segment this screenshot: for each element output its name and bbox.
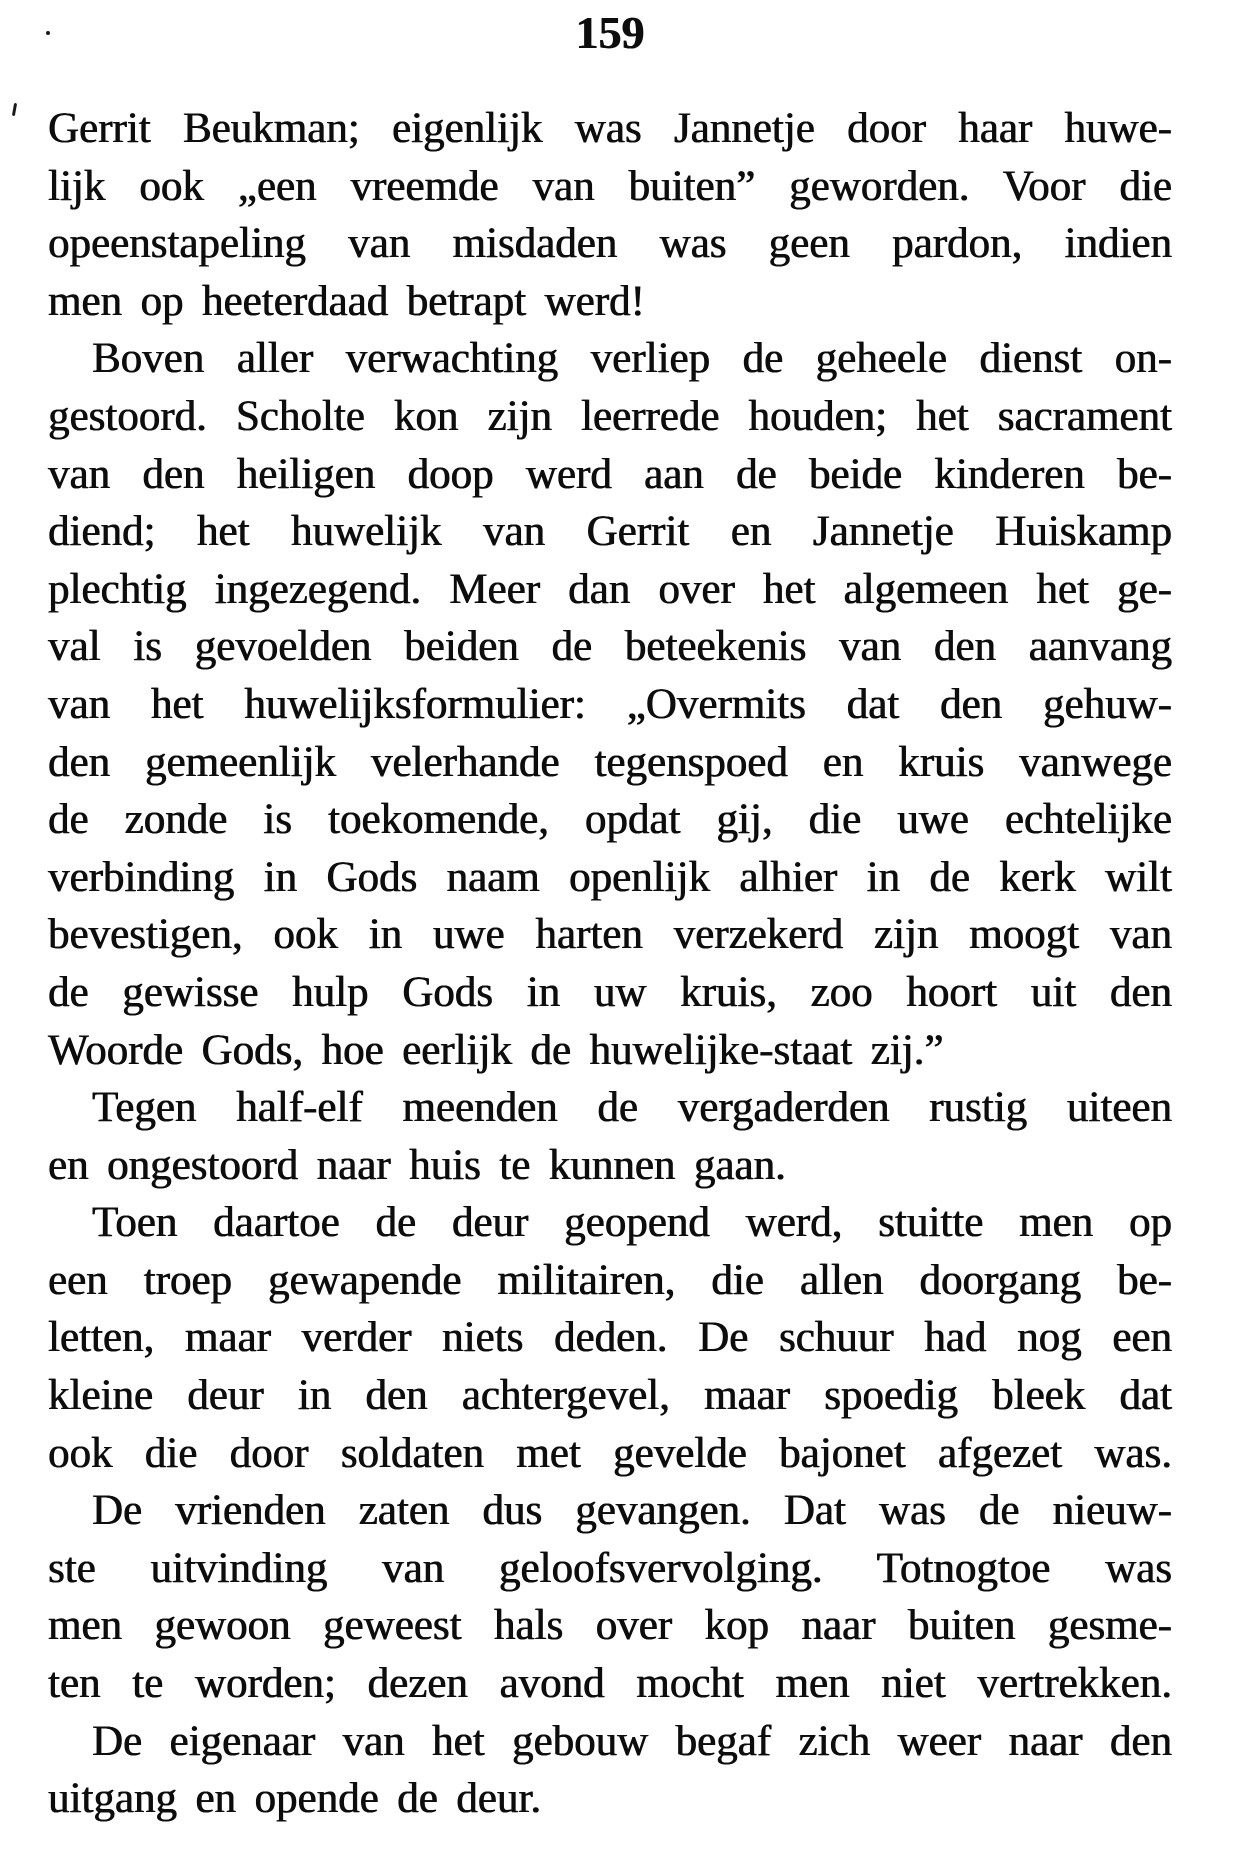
text-line: opeenstapeling van misdaden was geen pardon, indien xyxy=(48,220,1172,268)
paragraph xyxy=(48,330,1172,1079)
text-line: lijk ook „een vreemde van buiten” geworden. Voor die xyxy=(48,162,1172,210)
text-line: Tegen half-elf meenden de vergaderden rustig uiteen xyxy=(92,1084,1172,1132)
text-line: ten te worden; dezen avond mocht men niet vertrekken. xyxy=(48,1660,1172,1708)
text-block xyxy=(48,100,1172,1828)
text-line: val is gevoelden beiden de beteekenis van den aanvang xyxy=(48,623,1172,671)
text-line: en ongestoord naar huis te kunnen gaan. xyxy=(48,1141,786,1189)
paragraph xyxy=(48,1482,1172,1712)
text-line: De eigenaar van het gebouw begaf zich weer naar den xyxy=(92,1717,1172,1765)
paragraph xyxy=(48,1194,1172,1482)
text-line: bevestigen, ook in uwe harten verzekerd zijn moogt van xyxy=(48,911,1172,959)
text-line: De vrienden zaten dus gevangen. Dat was de nieuw- xyxy=(92,1487,1172,1535)
text-line: Boven aller verwachting verliep de geheele dienst on- xyxy=(92,335,1172,383)
page-number: 159 xyxy=(575,7,645,58)
text-line: men op heeterdaad betrapt werd! xyxy=(48,277,645,325)
text-line: Woorde Gods, hoe eerlijk de huwelijke-staat zij.” xyxy=(48,1026,944,1074)
text-line: verbinding in Gods naam openlijk alhier in de kerk wilt xyxy=(48,853,1172,901)
text-line: Gerrit Beukman; eigenlijk was Jannetje door haar huwe- xyxy=(48,105,1172,152)
text-line: de gewisse hulp Gods in uw kruis, zoo hoort uit den xyxy=(48,968,1172,1016)
paragraph xyxy=(48,100,1172,330)
text-line: ook die door soldaten met gevelde bajonet afgezet was. xyxy=(48,1429,1172,1477)
scan-speck-tick xyxy=(12,103,17,116)
text-line: uitgang en opende de deur. xyxy=(48,1775,542,1823)
text-line: gestoord. Scholte kon zijn leerrede houden; het sacrament xyxy=(48,392,1172,440)
text-line: een troep gewapende militairen, die allen doorgang be- xyxy=(48,1256,1172,1304)
text-line: de zonde is toekomende, opdat gij, die uwe echtelijke xyxy=(48,796,1172,844)
text-line: kleine deur in den achtergevel, maar spoedig bleek dat xyxy=(48,1372,1172,1420)
paragraph xyxy=(48,1079,1172,1194)
text-line: ste uitvinding van geloofsvervolging. Totnogtoe was xyxy=(48,1544,1172,1592)
text-line: van den heiligen doop werd aan de beide kinderen be- xyxy=(48,450,1172,498)
text-line: den gemeenlijk velerhande tegenspoed en kruis vanwege xyxy=(48,738,1172,786)
text-line: van het huwelijksformulier: „Overmits dat den gehuw- xyxy=(48,680,1172,728)
scan-speck-dot xyxy=(46,31,50,35)
text-line: plechtig ingezegend. Meer dan over het algemeen het ge- xyxy=(48,565,1172,613)
text-line: Toen daartoe de deur geopend werd, stuitte men op xyxy=(92,1199,1172,1247)
paragraph xyxy=(48,1713,1172,1828)
text-line: diend; het huwelijk van Gerrit en Jannetje Huiskamp xyxy=(48,508,1172,556)
text-line: letten, maar verder niets deden. De schuur had nog een xyxy=(48,1314,1172,1362)
text-line: men gewoon geweest hals over kop naar buiten gesme- xyxy=(48,1602,1172,1650)
